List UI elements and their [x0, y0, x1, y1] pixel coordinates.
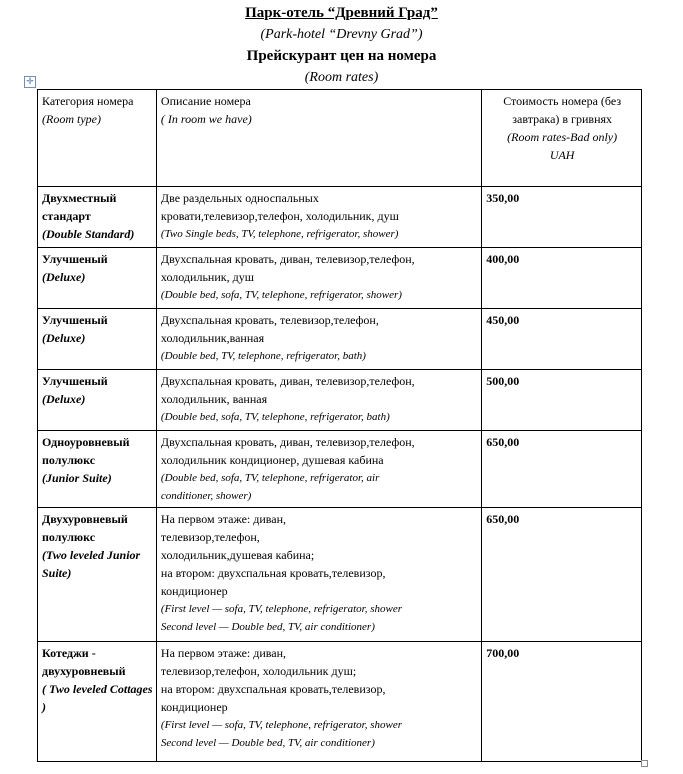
room-type-cell	[38, 309, 157, 370]
header-price-ru: Стоимость номера (без завтрака) в гривнях	[503, 94, 622, 126]
room-type-cell	[38, 370, 157, 431]
room-type-en: (Junior Suite)	[42, 471, 112, 485]
room-type-en: (Deluxe)	[42, 331, 86, 345]
description-english-line: conditioner, shower)	[160, 490, 252, 502]
header-room-type-ru: Категория номера	[42, 94, 134, 108]
room-type-cell	[38, 431, 157, 508]
header-description	[156, 90, 481, 187]
table-resize-handle[interactable]	[641, 760, 648, 767]
table-row	[38, 642, 642, 762]
hotel-title	[0, 5, 683, 22]
room-price-cell	[482, 248, 642, 309]
description-english-line: (Double bed, sofa, TV, telephone, refrigerator, bath)	[160, 411, 390, 423]
description-line: Двухспальная кровать, диван, телевизор,телефон,	[160, 374, 415, 388]
description-line: на втором: двухспальная кровать,телевизор,	[160, 682, 386, 696]
price-list-title-english: (Room rates)	[304, 70, 379, 85]
description-line: кондиционер	[160, 584, 228, 598]
room-description-cell	[156, 508, 481, 642]
room-type-ru: Двухуровневый полулюкс	[42, 512, 128, 544]
description-english-line: (First level — sofa, TV, telephone, refrigerator, shower	[160, 603, 402, 615]
description-line: Двухспальная кровать, диван, телевизор,телефон,	[160, 252, 415, 266]
description-english-line: Second level — Double bed, TV, air conditioner)	[160, 621, 375, 633]
header-price-en: (Room rates-Bad only)	[507, 130, 618, 144]
room-type-en: (Double Standard)	[42, 227, 135, 241]
room-type-ru: Улучшеный	[42, 252, 108, 266]
price-list-title: Прейскурант цен на номера	[246, 48, 437, 64]
description-english-line: Second level — Double bed, TV, air conditioner)	[160, 737, 375, 749]
room-price-cell	[482, 187, 642, 248]
description-line: Двухспальная кровать, телевизор,телефон,	[160, 313, 379, 327]
room-type-ru: Двухместный стандарт	[42, 191, 117, 223]
description-line: холодильник, ванная	[160, 392, 268, 406]
table-row	[38, 309, 642, 370]
description-line: холодильник,ванная	[160, 331, 265, 345]
description-line: холодильник кондиционер, душевая кабина	[160, 453, 384, 467]
room-price-cell	[482, 642, 642, 762]
room-description-cell	[156, 642, 481, 762]
room-price-cell	[482, 309, 642, 370]
description-line: телевизор,телефон, холодильник душ;	[160, 664, 357, 678]
description-line: кондиционер	[160, 700, 228, 714]
description-line: Двухспальная кровать, диван, телевизор,телефон,	[160, 435, 415, 449]
table-row	[38, 431, 642, 508]
room-type-ru: Улучшеный	[42, 313, 108, 327]
table-header-row	[38, 90, 642, 187]
table-row	[38, 508, 642, 642]
room-description-cell	[156, 187, 481, 248]
header-room-type	[38, 90, 157, 187]
room-price: 350,00	[486, 191, 520, 205]
header-description-en: ( In room we have)	[160, 112, 252, 126]
room-price-cell	[482, 370, 642, 431]
description-english-line: (First level — sofa, TV, telephone, refrigerator, shower	[160, 719, 402, 731]
room-type-en: (Deluxe)	[42, 270, 86, 284]
description-english-line: (Double bed, TV, telephone, refrigerator, bath)	[160, 350, 366, 362]
room-description-cell	[156, 431, 481, 508]
description-line: Две раздельных односпальных	[160, 191, 319, 205]
description-english-line: (Two Single beds, TV, telephone, refrigerator, shower)	[160, 228, 399, 240]
room-price-cell	[482, 508, 642, 642]
room-type-en: (Deluxe)	[42, 392, 86, 406]
table-row	[38, 370, 642, 431]
room-price: 450,00	[486, 313, 520, 327]
room-type-cell	[38, 508, 157, 642]
description-line: на втором: двухспальная кровать,телевизор,	[160, 566, 386, 580]
room-type-en: ( Two leveled Cottages )	[42, 682, 153, 714]
room-type-cell	[38, 642, 157, 762]
room-type-ru: Одноуровневый полулюкс	[42, 435, 130, 467]
room-type-cell	[38, 187, 157, 248]
table-row	[38, 248, 642, 309]
room-price-cell	[482, 431, 642, 508]
description-line: телевизор,телефон,	[160, 530, 260, 544]
room-price: 650,00	[486, 512, 520, 526]
description-line: На первом этаже: диван,	[160, 512, 287, 526]
room-rates-table	[37, 89, 642, 762]
room-type-ru: Котеджи - двухуровневый	[42, 646, 126, 678]
room-description-cell	[156, 309, 481, 370]
room-description-cell	[156, 248, 481, 309]
header-description-ru: Описание номера	[160, 94, 251, 108]
hotel-title-text: Парк-отель “Древний Град”	[245, 5, 438, 21]
description-line: На первом этаже: диван,	[160, 646, 287, 660]
header-price-currency: UAH	[549, 148, 575, 162]
room-type-ru: Улучшеный	[42, 374, 108, 388]
room-type-cell	[38, 248, 157, 309]
description-line: холодильник,душевая кабина;	[160, 548, 315, 562]
description-english-line: (Double bed, sofa, TV, telephone, refrigerator, shower)	[160, 289, 402, 301]
table-move-handle-icon[interactable]: ✛	[24, 76, 36, 88]
header-room-type-en: (Room type)	[42, 112, 101, 126]
room-price: 650,00	[486, 435, 520, 449]
room-description-cell	[156, 370, 481, 431]
room-price: 400,00	[486, 252, 520, 266]
description-english-line: (Double bed, sofa, TV, telephone, refrigerator, air	[160, 472, 380, 484]
hotel-title-english: (Park-hotel “Drevny Grad”)	[260, 27, 423, 42]
header-price	[482, 90, 642, 187]
description-line: холодильник, душ	[160, 270, 254, 284]
table-row	[38, 187, 642, 248]
description-line: кровати,телевизор,телефон, холодильник, душ	[160, 209, 399, 223]
room-price: 500,00	[486, 374, 520, 388]
room-type-en: (Two leveled Junior Suite)	[42, 548, 141, 580]
room-price: 700,00	[486, 646, 520, 660]
